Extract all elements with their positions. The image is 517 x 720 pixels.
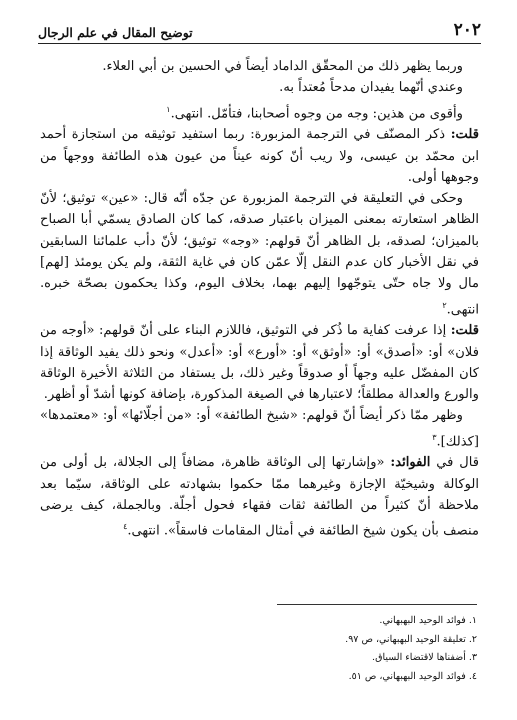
paragraph-5: وحكى في التعليقة في الترجمة المزبورة عن جدّه أنّه قال: «عين» توثيق؛ لأنّ الظاهر استعارته بمعنى الميزان باعتبار صدقه، كما كان الصادق يسمّي أبا الصباح بالميزان؛ لصدقه، بل الظاهر أنّ قولهم: «وجه» توثيق؛ لأنّ دأب علمائنا السابقين في نقل الأخبار كان عدم النقل إلّا عمّن كان في غاية الثقة، ولم يكن يومئذ [لهم] مال ولا جاه حتّى يتوجّهوا إليهم بهما، بخلاف اليوم، وكذا يحكمون بصحّة خبره. انتهى.$^٢$ [40, 191, 479, 317]
paragraph-4: قلت: ذكر المصنّف في الترجمة المزبورة: ربما استفيد توثيقه من استجازة أحمد ابن محمّد بن عيسى، ولا ريب أنّ كونه عيناً من عيون هذه الطائفة ووجهاً من وجوهها أولى. [40, 127, 479, 185]
label-qala-fi: قال في [436, 455, 479, 471]
running-title: توضيح المقال في علم الرجال [38, 25, 193, 40]
label-fawaid: الفوائد: [390, 455, 431, 471]
label-qult-1: قلت: [450, 127, 479, 143]
page-number: ٢٠٢ [453, 20, 481, 40]
paragraph-1: وربما يظهر ذلك من المحقّق الداماد أيضاً في الحسين بن أبي العلاء. [102, 59, 463, 74]
footnote-mark-2: ٢ [442, 300, 447, 310]
footnote-divider [277, 604, 477, 605]
footnotes [200, 612, 477, 686]
label-qult-2: قلت: [450, 323, 479, 339]
footnote-mark-1: ١ [166, 104, 171, 114]
footnote-1: ١. فوائد الوحيد البهبهاني. [379, 615, 477, 626]
paragraph-2: وعندي أنّهما يفيدان مدحاً مُعتداً به. [279, 80, 463, 96]
page-header [38, 20, 481, 44]
paragraph-3: وأقوى من هذين: وجه من وجوه أصحابنا، فتأمّل. انتهى.$^١$ [166, 104, 463, 121]
footnote-2: ٢. تعليقة الوحيد البهبهاني، ص ٩٧. [345, 633, 477, 645]
footnote-mark-4: ٤ [123, 522, 128, 532]
paragraph-6: قلت: إذا عرفت كفاية ما ذُكر في التوثيق، فاللازم البناء على أنّ قولهم: «أوجه من فلان» أو: «أصدق» أو: «أوثق» أو: «أورع» أو: «أعدل» ونحو ذلك يفيد الوثاقة إذا كان المفضّل عليه وجهاً أو صدوقاً وغير ذلك، بل يستفاد من الثلاثة الأخيرة الوثاقة والورع والعدالة مطلقاً؛ لاعتبارها في الصيغة المذكورة، بإضافة كونها أشدّ أو أظهر. [40, 323, 479, 403]
footnote-3: ٣. أضفناها لاقتضاء السياق. [372, 652, 477, 664]
footnote-4: ٤. فوائد الوحيد البهبهاني، ص ٥١. [348, 670, 477, 682]
paragraph-8: قال في الفوائد: «وإشارتها إلى الوثاقة ظاهرة، مضافاً إلى الجلالة، بل أولى من الوكالة وشيخيّة الإجازة وغيرهما ممّا حكموا بشهادته على الوثاقة، سيّما بعد ملاحظة أنّ كثيراً من الطائفة ثقات فقهاء فحول أجلّة. وبالجملة، كيف يرضى منصف بأن يكون شيخ الطائفة في أمثال المقامات فاسقاً». انتهى.$^٤$ [40, 455, 479, 539]
footnote-mark-3: ٣ [432, 432, 437, 442]
main-text [40, 56, 479, 542]
paragraph-7: وظهر ممّا ذكر أيضاً أنّ قولهم: «شيخ الطائفة» أو: «من أجلّائها» أو: «معتمدها» [كذلك].$^٣$ [40, 408, 479, 450]
